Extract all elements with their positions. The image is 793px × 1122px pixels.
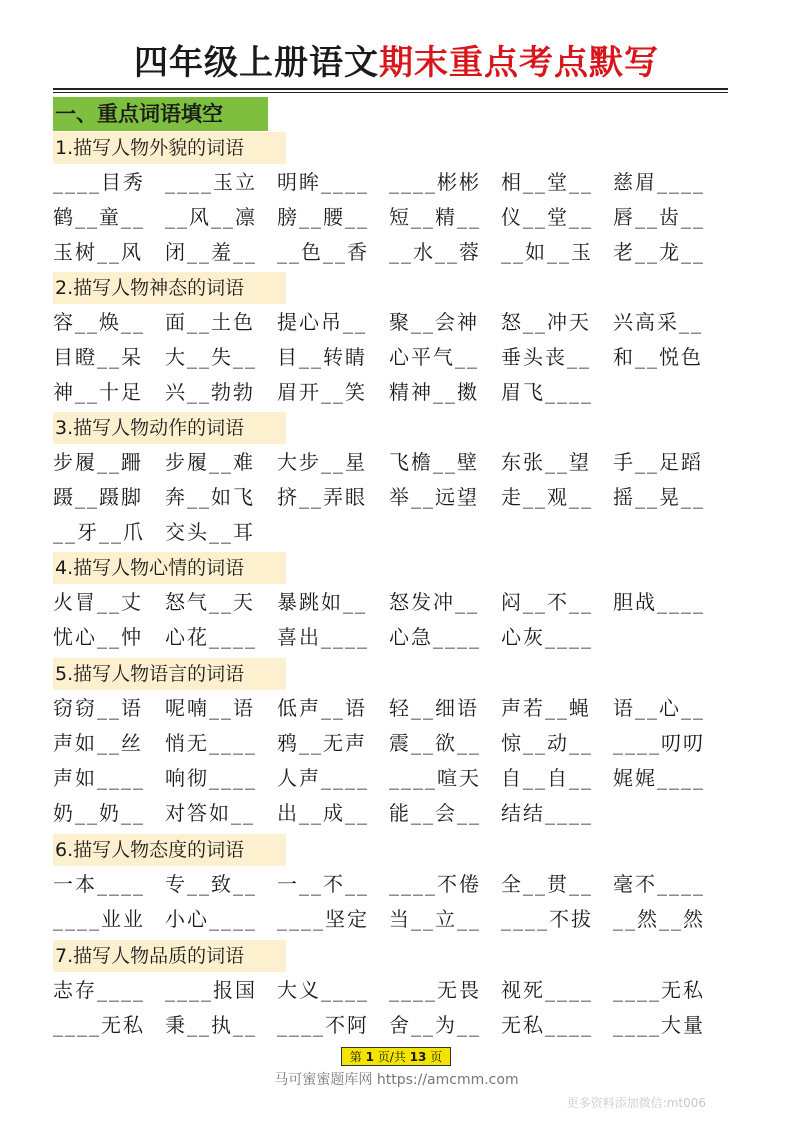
word-item: 相__堂__ [501,170,593,194]
word-item: 胆战____ [613,590,705,614]
footer-mid: 页/共 [377,1050,406,1064]
word-item: ____报国 [165,978,257,1002]
word-item: 眉飞____ [501,380,593,404]
word-item: 对答如__ [165,801,255,825]
word-item: 娓娓____ [613,766,705,790]
word-item: 人声____ [277,766,369,790]
word-item: 玉树__风 [53,240,143,264]
word-item: 火冒__丈 [53,590,143,614]
word-item: ____喧天 [389,766,481,790]
word-item: 一本____ [53,872,145,896]
word-item: 举__远望 [389,485,479,509]
word-row [53,481,713,513]
watermark: 更多资料添加微信:mt006 [566,1096,706,1110]
subheading: 6.描写人物态度的词语 [53,834,286,866]
word-item: __然__然 [613,907,705,931]
word-item: 志存____ [53,978,145,1002]
word-item: 明眸____ [277,170,369,194]
section-heading: 一、重点词语填空 [53,97,268,131]
word-item: 目瞪__呆 [53,345,143,369]
word-item: ____不倦 [389,872,481,896]
word-item: 结结____ [501,801,593,825]
word-item: 怒__冲天 [501,310,591,334]
word-item: 当__立__ [389,907,481,931]
word-item: 怒气__天 [165,590,255,614]
word-item: 悄无____ [165,731,257,755]
word-item: 东张__望 [501,450,591,474]
word-item: 惊__动__ [501,731,593,755]
word-item: 声如____ [53,766,145,790]
word-row [53,586,713,618]
title-black: 四年级上册语文 [134,43,379,83]
subheading: 4.描写人物心情的词语 [53,552,286,584]
word-item: 自__自__ [501,766,593,790]
word-item: 轻__细语 [389,696,479,720]
footer-total: 13 [409,1050,427,1064]
word-row [53,762,713,794]
word-row [53,868,713,900]
word-item: 无私____ [501,1013,593,1037]
word-item: 奶__奶__ [53,801,145,825]
page-number-box [341,1047,451,1066]
word-row [53,306,713,338]
word-row [53,341,713,373]
word-item: 目__转睛 [277,345,367,369]
word-item: 视死____ [501,978,593,1002]
word-item: 暴跳如__ [277,590,367,614]
word-item: 闭__羞__ [165,240,257,264]
word-row [53,516,713,548]
word-item: 鹤__童__ [53,205,145,229]
word-row [53,727,713,759]
footer-page: 1 [365,1050,374,1064]
word-item: 老__龙__ [613,240,705,264]
word-item: __风__凛 [165,205,257,229]
footer-pre: 第 [349,1050,362,1064]
word-item: 神__十足 [53,380,143,404]
word-item: 秉__执__ [165,1013,257,1037]
word-item: 奔__如飞 [165,485,255,509]
word-row [53,692,713,724]
word-item: ____无私 [613,978,705,1002]
word-item: 手__足蹈 [613,450,703,474]
word-row [53,974,713,1006]
word-item: 忧心__忡 [53,625,143,649]
word-item: 一__不__ [277,872,369,896]
subheading: 7.描写人物品质的词语 [53,940,286,972]
word-item: 短__精__ [389,205,481,229]
subheading: 2.描写人物神态的词语 [53,272,286,304]
word-item: __色__香 [277,240,369,264]
word-item: 垂头丧__ [501,345,591,369]
word-item: 全__贯__ [501,872,593,896]
word-item: 小心____ [165,907,257,931]
word-item: 走__观__ [501,485,593,509]
word-item: ____目秀 [53,170,145,194]
word-row [53,166,713,198]
word-item: 大义____ [277,978,369,1002]
word-item: 大步__星 [277,450,367,474]
word-item: 心花____ [165,625,257,649]
word-item: 仪__堂__ [501,205,593,229]
word-item: 飞檐__壁 [389,450,479,474]
word-item: 蹑__蹑脚 [53,485,143,509]
word-item: 慈眉____ [613,170,705,194]
word-item: 聚__会神 [389,310,479,334]
subheading: 3.描写人物动作的词语 [53,412,286,444]
word-row [53,201,713,233]
word-row [53,236,713,268]
word-item: 精神__擞 [389,380,479,404]
word-item: 眉开__笑 [277,380,367,404]
word-row [53,903,713,935]
footer-post: 页 [430,1050,443,1064]
word-item: 窃窃__语 [53,696,143,720]
word-item: 毫不____ [613,872,705,896]
subheading: 5.描写人物语言的词语 [53,658,286,690]
word-item: ____无私 [53,1013,145,1037]
word-item: 怒发冲__ [389,590,479,614]
word-item: 舍__为__ [389,1013,481,1037]
word-item: 语__心__ [613,696,705,720]
word-item: 和__悦色 [613,345,703,369]
word-item: ____大量 [613,1013,705,1037]
word-item: 兴__勃勃 [165,380,255,404]
word-row [53,446,713,478]
word-item: 专__致__ [165,872,257,896]
word-item: 兴高采__ [613,310,703,334]
word-item: 震__欲__ [389,731,481,755]
word-item: ____无畏 [389,978,481,1002]
title-rule-thin [53,92,728,93]
word-item: 心平气__ [389,345,479,369]
word-item: 摇__晃__ [613,485,705,509]
word-row [53,376,713,408]
site-footer: 马可蜜蜜题库网 https://amcmm.com [274,1072,519,1088]
word-item: 挤__弄眼 [277,485,367,509]
word-item: 响彻____ [165,766,257,790]
word-item: ____玉立 [165,170,257,194]
word-item: 步履__难 [165,450,255,474]
word-row [53,1009,713,1041]
word-item: __水__蓉 [389,240,481,264]
word-item: ____坚定 [277,907,369,931]
word-row [53,797,713,829]
subheading: 1.描写人物外貌的词语 [53,132,286,164]
word-item: __牙__爪 [53,520,145,544]
word-item: 喜出____ [277,625,369,649]
word-item: 声若__蝇 [501,696,591,720]
word-item: 大__失__ [165,345,257,369]
word-item: 提心吊__ [277,310,367,334]
word-item: __如__玉 [501,240,593,264]
page-title [0,40,793,86]
word-item: 鸦__无声 [277,731,367,755]
word-row [53,621,713,653]
word-item: 声如__丝 [53,731,143,755]
word-item: 出__成__ [277,801,369,825]
word-item: 低声__语 [277,696,367,720]
word-item: ____业业 [53,907,145,931]
title-red: 期末重点考点默写 [379,43,659,83]
word-item: ____彬彬 [389,170,481,194]
word-item: 步履__跚 [53,450,143,474]
word-item: 膀__腰__ [277,205,369,229]
word-item: 心灰____ [501,625,593,649]
word-item: 心急____ [389,625,481,649]
word-item: 交头__耳 [165,520,255,544]
word-item: 容__焕__ [53,310,145,334]
word-item: ____叨叨 [613,731,705,755]
title-rule-thick [53,88,728,90]
word-item: 呢喃__语 [165,696,255,720]
word-item: 能__会__ [389,801,481,825]
word-item: ____不阿 [277,1013,369,1037]
word-item: 面__土色 [165,310,255,334]
word-item: ____不拔 [501,907,593,931]
word-item: 唇__齿__ [613,205,705,229]
word-item: 闷__不__ [501,590,593,614]
